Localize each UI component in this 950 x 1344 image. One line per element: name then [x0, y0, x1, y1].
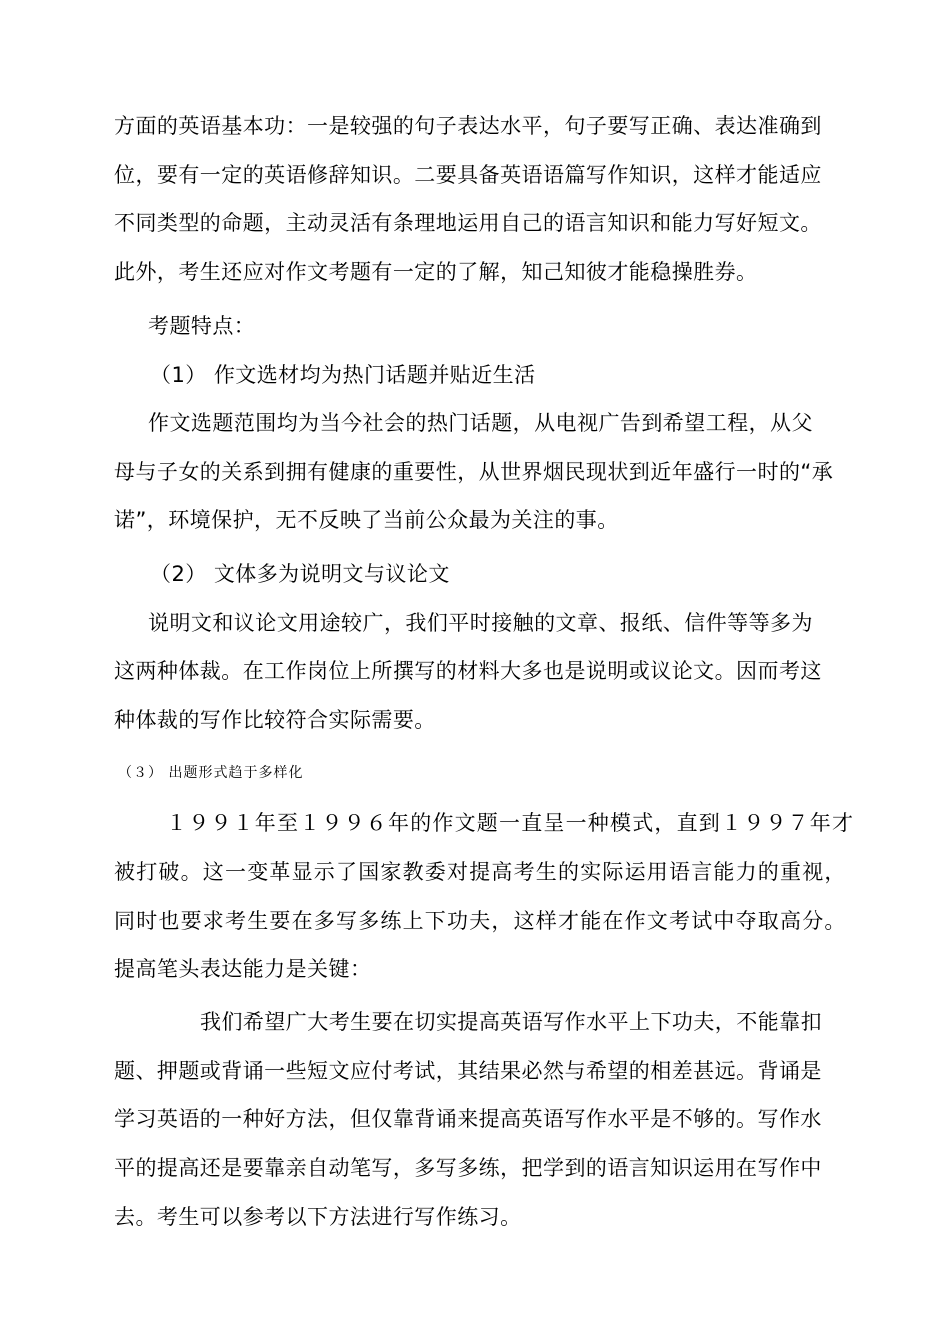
item2-heading: （2） 文体多为说明文与议论文: [150, 562, 450, 586]
item2-body-line-2: 这两种体裁。在工作岗位上所撰写的材料大多也是说明或议论文。因而考这: [114, 659, 822, 683]
key-body-line-4: 平的提高还是要靠亲自动笔写，多写多练，把学到的语言知识运用在写作中: [114, 1156, 822, 1180]
item2-body-line-1: 说明文和议论文用途较广，我们平时接触的文章、报纸、信件等等多为: [148, 611, 813, 635]
item3-body-line-3: 同时也要求考生要在多写多练上下功夫，这样才能在作文考试中夺取高分。: [114, 909, 847, 933]
item3-heading: （３） 出题形式趋于多样化: [118, 765, 304, 781]
intro-line-2: 位，要有一定的英语修辞知识。二要具备英语语篇写作知识，这样才能适应: [114, 163, 822, 187]
key-body-line-1: 我们希望广大考生要在切实提高英语写作水平上下功夫，不能靠扣: [200, 1010, 823, 1034]
item1-heading: （1） 作文选材均为热门话题并贴近生活: [150, 363, 536, 387]
key-heading: 提高笔头表达能力是关键：: [114, 957, 372, 981]
item1-body-line-3: 诺”，环境保护，无不反映了当前公众最为关注的事。: [114, 508, 619, 532]
item1-body-line-1: 作文选题范围均为当今社会的热门话题，从电视广告到希望工程，从父: [148, 411, 813, 435]
item3-body-line-2: 被打破。这一变革显示了国家教委对提高考生的实际运用语言能力的重视，: [114, 860, 847, 884]
key-body-line-5: 去。考生可以参考以下方法进行写作练习。: [114, 1205, 522, 1229]
key-body-line-3: 学习英语的一种好方法，但仅靠背诵来提高英语写作水平是不够的。写作水: [114, 1107, 822, 1131]
features-heading: 考题特点：: [148, 314, 256, 338]
item2-body-line-3: 种体裁的写作比较符合实际需要。: [114, 708, 436, 732]
item1-body-line-2: 母与子女的关系到拥有健康的重要性，从世界烟民现状到近年盛行一时的“承: [114, 460, 834, 484]
key-body-line-2: 题、押题或背诵一些短文应付考试，其结果必然与希望的相差甚远。背诵是: [114, 1059, 822, 1083]
item3-body-line-1: １９９１年至１９９６年的作文题一直呈一种模式，直到１９９７年才: [166, 811, 855, 835]
intro-line-3: 不同类型的命题，主动灵活有条理地运用自己的语言知识和能力写好短文。: [114, 211, 822, 235]
intro-line-1: 方面的英语基本功：一是较强的句子表达水平，句子要写正确、表达准确到: [114, 114, 822, 138]
intro-line-4: 此外，考生还应对作文考题有一定的了解，知己知彼才能稳操胜券。: [114, 260, 758, 284]
